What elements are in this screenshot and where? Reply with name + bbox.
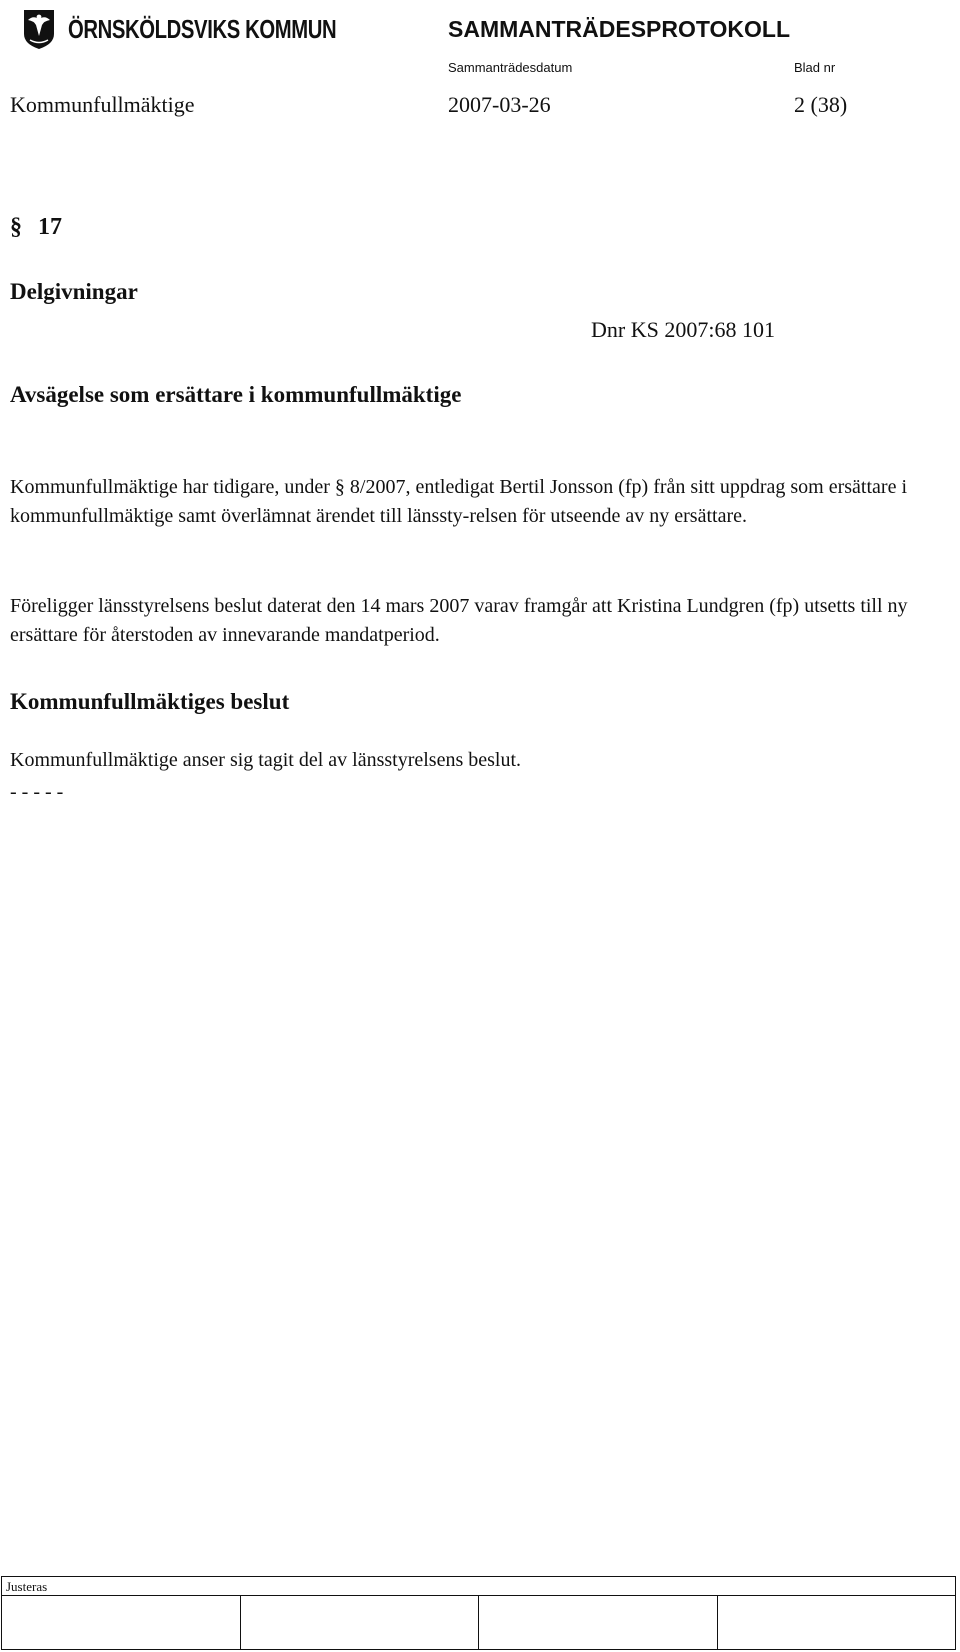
signature-box-3	[479, 1596, 718, 1650]
page-number-label: Blad nr	[794, 60, 836, 75]
body-paragraph-2: Föreligger länsstyrelsens beslut daterat den 14 mars 2007 varav framgår att Kristina Lundgren (fp) utsetts till ny ersättare för återstoden av innevarande mandatperiod.	[10, 595, 908, 646]
signature-box-2	[240, 1596, 479, 1650]
item-subheading: Avsägelse som ersättare i kommunfullmäktige	[10, 382, 462, 407]
municipality-name: ÖRNSKÖLDSVIKS KOMMUN	[68, 14, 337, 44]
justeras-label: Justeras	[6, 1579, 48, 1594]
municipality-logo	[22, 8, 56, 50]
case-number: Dnr KS 2007:68 101	[591, 317, 775, 342]
paragraph-sign: §	[10, 214, 22, 240]
decision-text: Kommunfullmäktige anser sig tagit del av länsstyrelsens beslut.	[10, 749, 522, 771]
meeting-date: 2007-03-26	[448, 92, 551, 117]
justeras-cell	[2, 1577, 956, 1596]
signature-box-4	[717, 1596, 956, 1650]
paragraph-number	[10, 214, 62, 241]
signature-box-1	[2, 1596, 241, 1650]
paragraph-number-value: 17	[38, 214, 62, 240]
decision-heading: Kommunfullmäktiges beslut	[10, 689, 290, 714]
organ-name: Kommunfullmäktige	[10, 92, 195, 117]
meeting-date-label: Sammanträdesdatum	[448, 60, 573, 75]
document-type: SAMMANTRÄDESPROTOKOLL	[448, 16, 791, 42]
page-number: 2 (38)	[794, 92, 848, 117]
signature-table	[1, 1576, 956, 1650]
body-paragraph-1: Kommunfullmäktige har tidigare, under § 8/2007, entledigat Bertil Jonsson (fp) från sitt uppdrag som ersättare i kommunfullmäktige samt överlämnat ärendet till länssty-relsen för utseende av ny ersättare.	[10, 476, 908, 527]
section-heading: Delgivningar	[10, 279, 138, 304]
end-marker: - - - - -	[10, 781, 64, 803]
